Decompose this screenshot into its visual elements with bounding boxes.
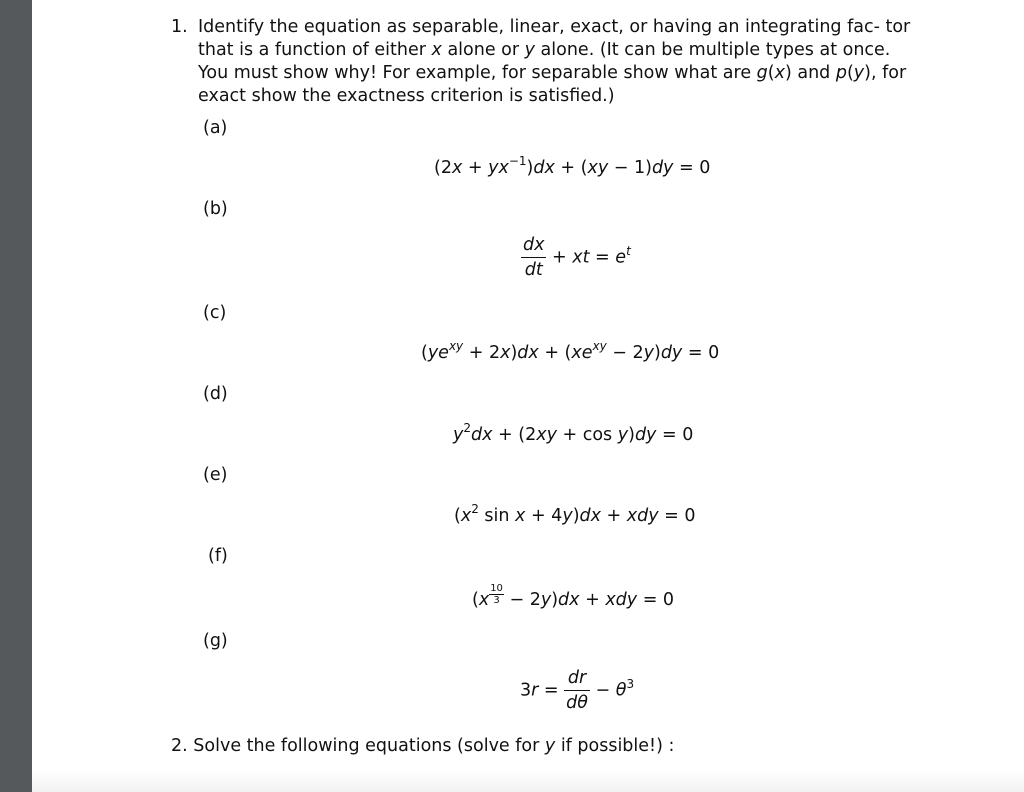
fraction-dr-dtheta: $\frac{dr}{d\theta}$ xyxy=(566,668,588,713)
part-b-equation: $\frac{dx}{dt}$ + xt = $e^t$ xyxy=(523,235,631,280)
part-f-label: (f) xyxy=(208,546,228,566)
part-e-equation: ($x^2$ sin x + 4y)dx + xdy = 0 xyxy=(454,502,696,526)
part-c-label: (c) xyxy=(203,303,227,323)
page-bottom-edge xyxy=(32,770,1024,792)
viewer-sidebar xyxy=(0,0,32,792)
part-e-label: (e) xyxy=(203,465,228,485)
part-b-label: (b) xyxy=(203,199,228,219)
part-g-equation: 3r = $\frac{dr}{d\theta}$ − $\theta^3$ xyxy=(520,668,635,713)
problem-2: 2. Solve the following equations (solve for y if possible!) : xyxy=(171,736,675,756)
problem-1-text: Identify the equation as separable, linear, exact, or having an integrating fac- tor that is a function of either x alone or y alone. (It can be multiple types at once. You must show why! For example, for separable show what are g(x) and p(y), for exact show the exactness criterion is satisfied.) xyxy=(198,17,911,106)
problem-2-number: 2. xyxy=(171,736,188,756)
part-a-equation: $(2x + yx^{-1})dx + (xy - 1)dy = 0$ xyxy=(434,154,711,178)
part-a-label: (a) xyxy=(203,118,228,138)
part-d-label: (d) xyxy=(203,384,228,404)
part-g-label: (g) xyxy=(203,631,228,651)
problem-1-number: 1. xyxy=(171,17,188,37)
part-d-equation: $y^2dx + (2xy + \cos y)dy = 0$ xyxy=(453,421,694,445)
exponent-fraction: $\frac{10}{3}$ xyxy=(490,583,503,606)
part-c-equation: $(ye^{xy} + 2x)dx + (xe^{xy} - 2y)dy = 0$ xyxy=(421,339,720,363)
part-f-equation: (x $\frac{10}{3}$ − 2y)dx + xdy = 0 xyxy=(472,583,675,610)
fraction-dx-dt: $\frac{dx}{dt}$ xyxy=(523,235,545,280)
